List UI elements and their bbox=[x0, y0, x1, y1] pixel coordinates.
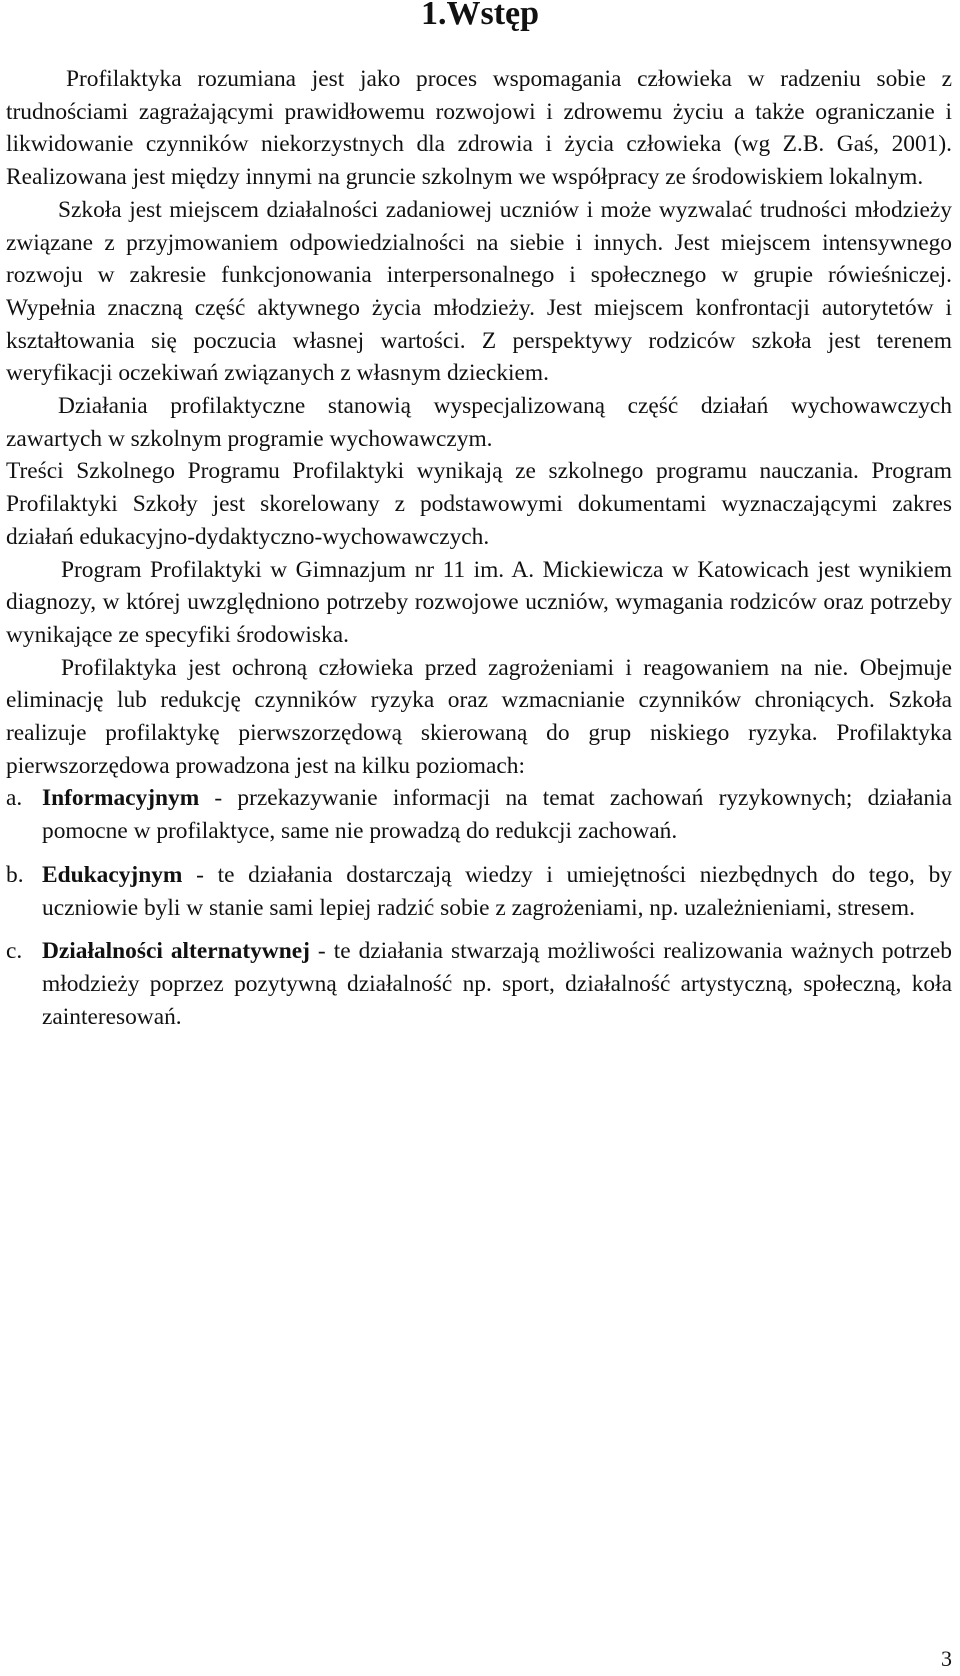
level-term: Działalności alternatywnej bbox=[42, 938, 310, 965]
section-title: 1.Wstęp bbox=[420, 0, 540, 32]
list-marker: c. bbox=[6, 938, 23, 965]
level-description: - te działania dostarczają wiedzy i umiejętności niezbędnych do tego, by uczniowie byli w stanie sami lepiej radzić sobie z zagrożeniami, np. uzależnieniami, stresem. bbox=[42, 861, 952, 921]
list-item bbox=[6, 935, 952, 1033]
list-item bbox=[6, 859, 952, 924]
levels-list bbox=[6, 782, 952, 1033]
page-number: 3 bbox=[941, 1646, 952, 1671]
list-marker: a. bbox=[6, 785, 23, 812]
level-term: Edukacyjnym bbox=[42, 861, 183, 888]
paragraph-program-content: Treści Szkolnego Programu Profilaktyki wynikają ze szkolnego programu nauczania. Program Profilaktyki Szkoły jest skorelowany z podstawowymi dokumentami wyznaczającymi zakres działań edukacyjno-dydaktyczno-wychowawczych. bbox=[6, 458, 952, 550]
list-marker: b. bbox=[6, 861, 24, 888]
paragraph-program-diagnosis: Program Profilaktyki w Gimnazjum nr 11 im. A. Mickiewicza w Katowicach jest wynikiem diagnozy, w której uwzględniono potrzeby rozwojowe uczniów, wymagania rodziców oraz potrzeby wynikające ze specyfiki środowiska. bbox=[6, 556, 952, 648]
paragraph-prevention-levels: Profilaktyka jest ochroną człowieka przed zagrożeniami i reagowaniem na nie. Obejmuje eliminację lub redukcję czynników ryzyka oraz wzmacnianie czynników chroniących. Szkoła realizuje profilaktykę pierwszorzędową skierowaną do grup niskiego ryzyka. Profilaktyka pierwszorzędowa prowadzona jest na kilku poziomach: bbox=[6, 654, 952, 779]
paragraph-actions: Działania profilaktyczne stanowią wyspecjalizowaną część działań wychowawczych zawartych w szkolnym programie wychowawczym. bbox=[6, 393, 952, 452]
level-term: Informacyjnym bbox=[42, 785, 200, 812]
list-item bbox=[6, 782, 952, 847]
section-body bbox=[6, 63, 952, 1044]
paragraph-school: Szkoła jest miejscem działalności zadaniowej uczniów i może wyzwalać trudności młodzieży związane z przyjmowaniem odpowiedzialności na siebie i innych. Jest miejscem intensywnego rozwoju w zakresie funkcjonowania interpersonalnego i społecznego w grupie rówieśniczej. Wypełnia znaczną część aktywnego życia młodzieży. Jest miejscem konfrontacji autorytetów i kształtowania się poczucia własnej wartości. Z perspektywy rodziców szkoła jest terenem weryfikacji oczekiwań związanych z własnym dzieckiem. bbox=[6, 196, 952, 387]
level-description: - przekazywanie informacji na temat zachowań ryzykownych; działania pomocne w profilaktyce, same nie prowadzą do redukcji zachowań. bbox=[42, 785, 952, 845]
paragraph-definition: Profilaktyka rozumiana jest jako proces wspomagania człowieka w radzeniu sobie z trudnościami zagrażającymi prawidłowemu rozwojowi i zdrowemu życiu a także ograniczanie i likwidowanie czynników niekorzystnych dla zdrowia i życia człowieka (wg Z.B. Gaś, 2001). Realizowana jest między innymi na gruncie szkolnym we współpracy ze środowiskiem lokalnym. bbox=[6, 66, 952, 191]
level-description: - te działania stwarzają możliwości realizowania ważnych potrzeb młodzieży poprzez pozytywną działalność np. sport, działalność artystyczną, społeczną, koła zainteresowań. bbox=[42, 938, 952, 1030]
